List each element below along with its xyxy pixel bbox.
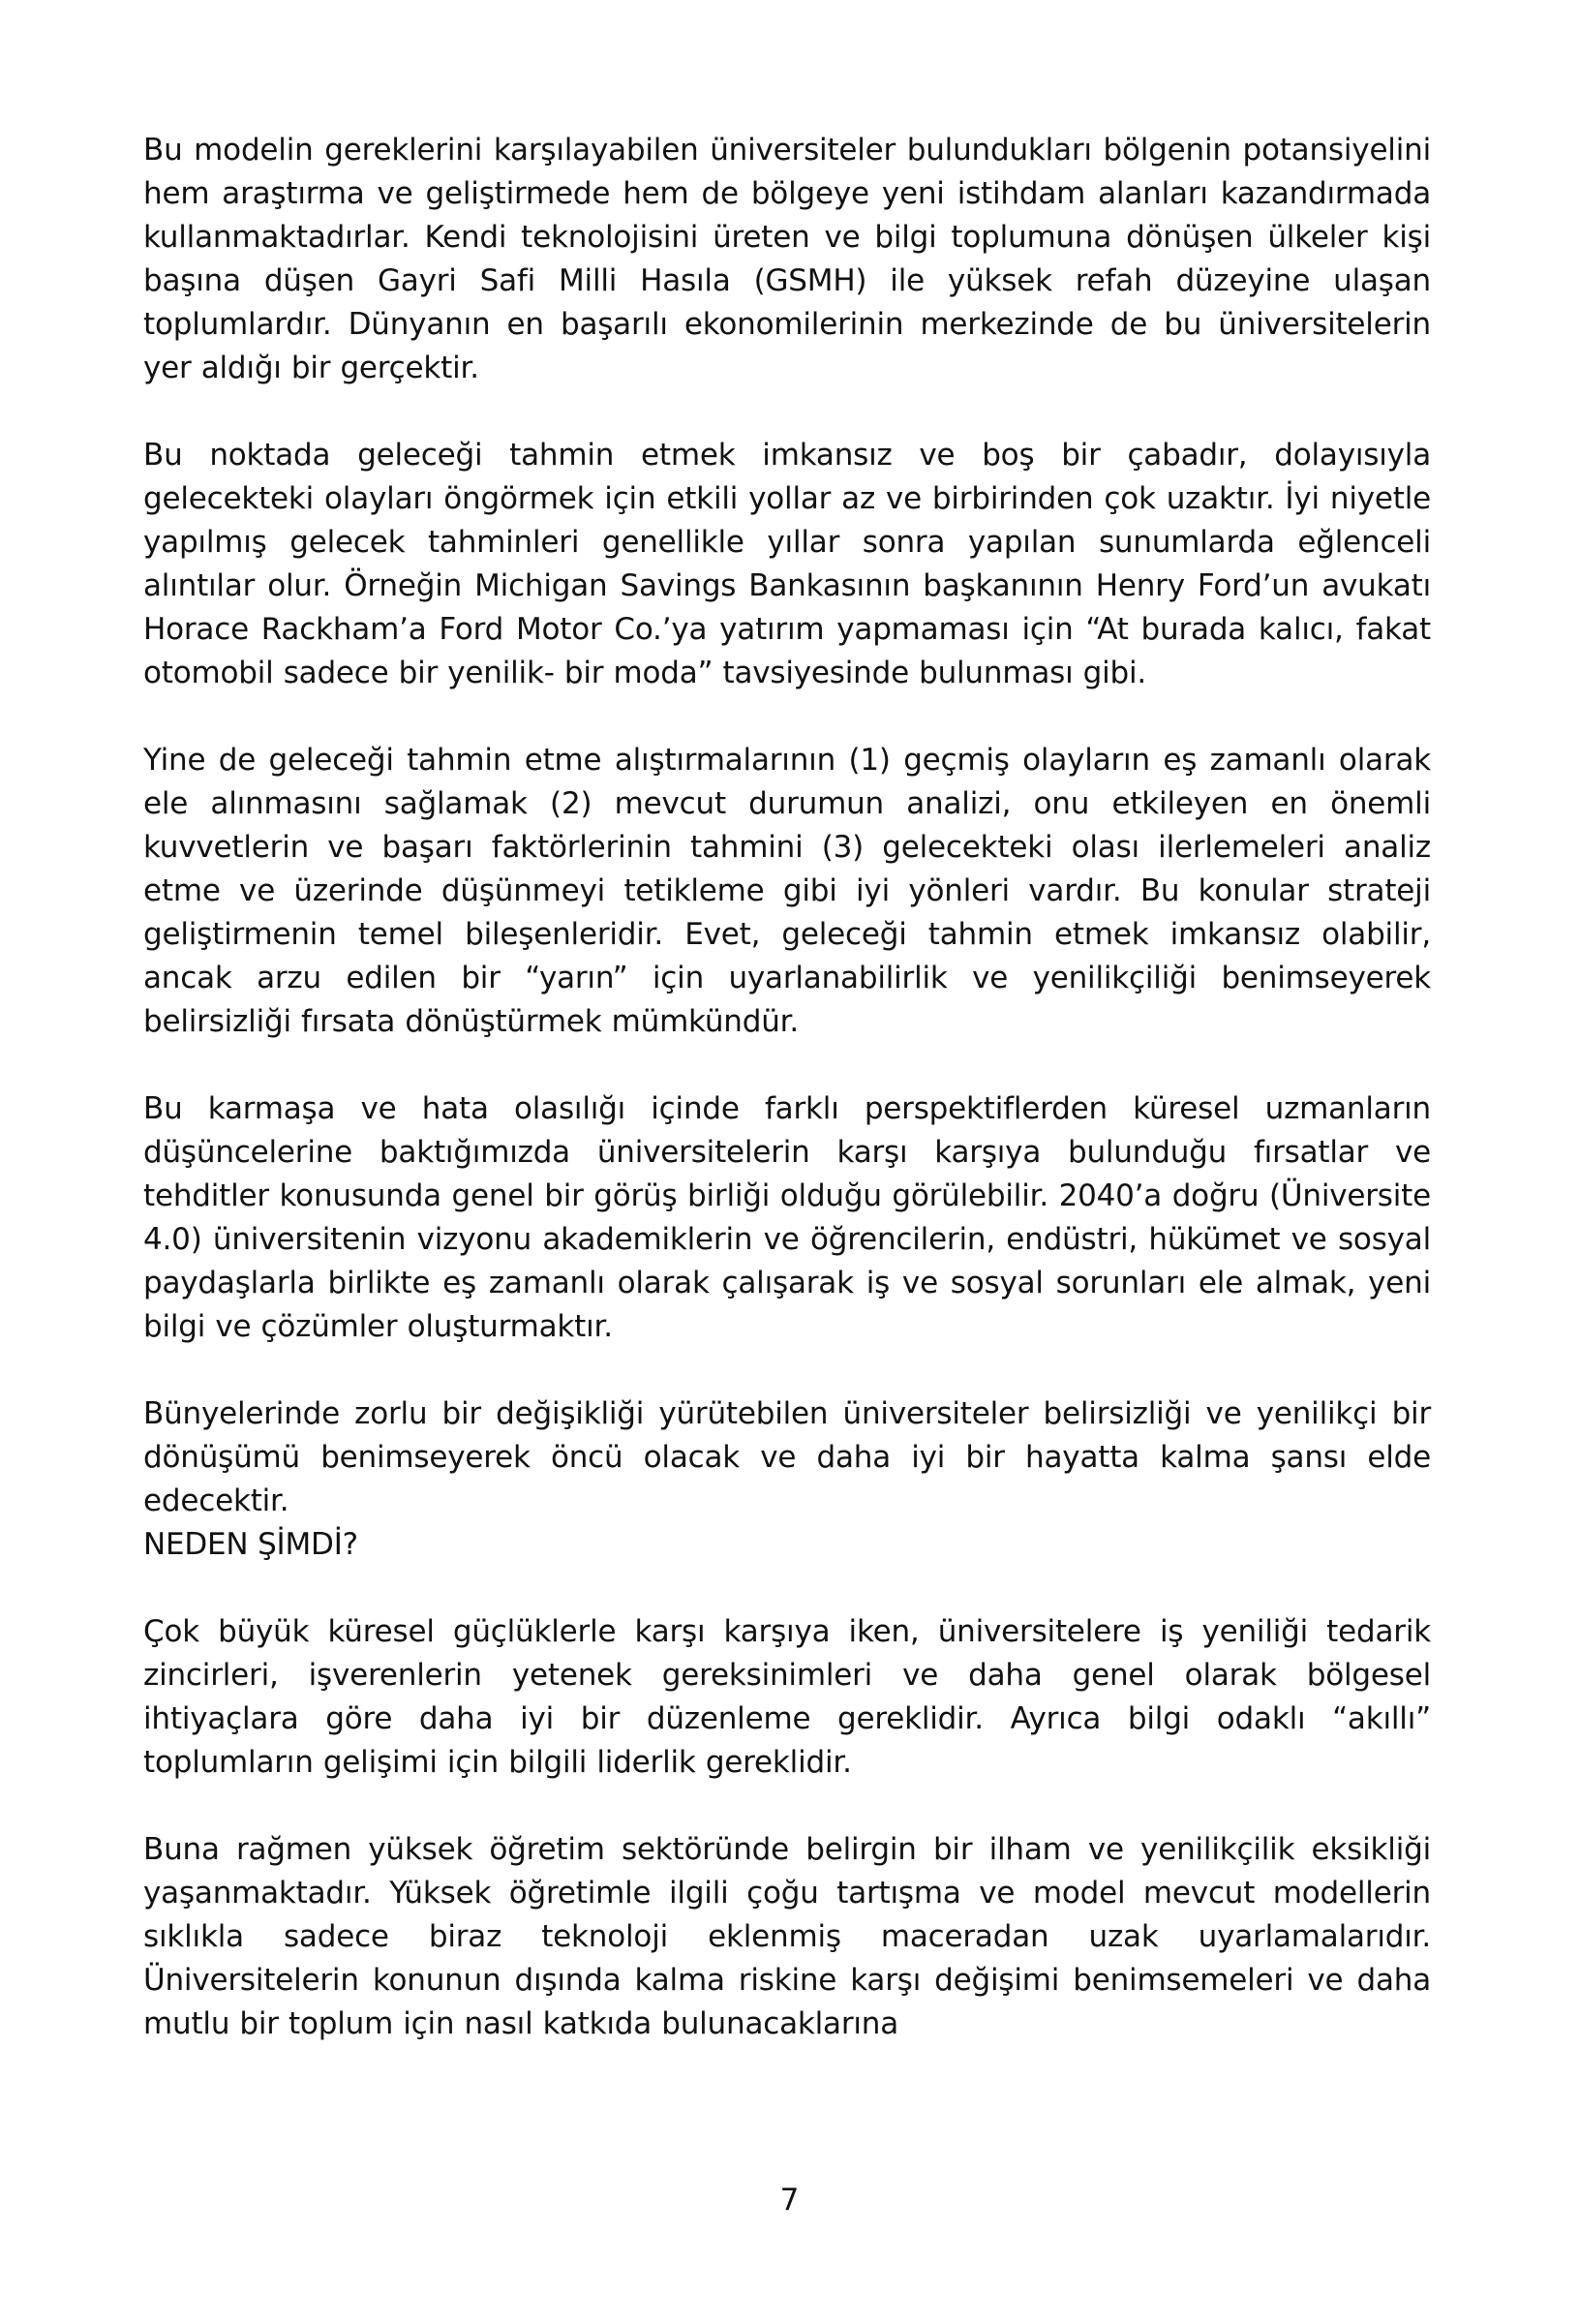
paragraph: Bu noktada geleceği tahmin etmek imkansız ve boş bir çabadır, dolayısıyla gelecekteki olayları öngörmek için etkili yollar az ve birbirinden çok uzaktır. İyi niyetle yapılmış gelecek tahminleri genellikle yıllar sonra yapılan sunumlarda eğlenceli alıntılar olur. Örneğin Michigan Savings Bankasının başkanının Henry Ford’un avukatı Horace Rackham’a Ford Motor Co.’ya yatırım yapmaması için “At burada kalıcı, fakat otomobil sadece bir yenilik- bir moda” tavsiyesinde bulunması gibi.	[143, 438, 1431, 690]
page-number: 7	[779, 2183, 800, 2217]
document-page	[143, 129, 1431, 2046]
paragraph: Yine de geleceği tahmin etme alıştırmalarının (1) geçmiş olayların eş zamanlı olarak ele alınmasını sağlamak (2) mevcut durumun analizi, onu etkileyen en önemli kuvvetlerin ve başarı faktörlerinin tahmini (3) gelecekteki olası ilerlemeleri analiz etme ve üzerinde düşünmeyi tetikleme gibi iyi yönleri vardır. Bu konular strateji geliştirmenin temel bileşenleridir. Evet, geleceği tahmin etmek imkansız olabilir, ancak arzu edilen bir “yarın” için uyarlanabilirlik ve yenilikçiliği benimseyerek belirsizliği fırsata dönüştürmek mümkündür.	[143, 743, 1431, 1039]
paragraph: Bu karmaşa ve hata olasılığı içinde farklı perspektiflerden küresel uzmanların düşüncelerine baktığımızda üniversitelerin karşı karşıya bulunduğu fırsatlar ve tehditler konusunda genel bir görüş birliği olduğu görülebilir. 2040’a doğru (Üniversite 4.0) üniversitenin vizyonu akademiklerin ve öğrencilerin, endüstri, hükümet ve sosyal paydaşlarla birlikte eş zamanlı olarak çalışarak iş ve sosyal sorunları ele almak, yeni bilgi ve çözümler oluşturmaktır.	[143, 1091, 1431, 1344]
paragraph: Buna rağmen yüksek öğretim sektöründe belirgin bir ilham ve yenilikçilik eksikliği yaşanmaktadır. Yüksek öğretimle ilgili çoğu tartışma ve model mevcut modellerin sıklıkla sadece biraz teknoloji eklenmiş maceradan uzak uyarlamalarıdır. Üniversitelerin konunun dışında kalma riskine karşı değişimi benimsemeleri ve daha mutlu bir toplum için nasıl katkıda bulunacaklarına	[143, 1832, 1431, 2041]
section-heading: NEDEN ŞİMDİ?	[143, 1527, 358, 1562]
paragraph: Bu modelin gereklerini karşılayabilen üniversiteler bulundukları bölgenin potansiyelini hem araştırma ve geliştirmede hem de bölgeye yeni istihdam alanları kazandırmada kullanmaktadırlar. Kendi teknolojisini üreten ve bilgi toplumuna dönüşen ülkeler kişi başına düşen Gayri Safi Milli Hasıla (GSMH) ile yüksek refah düzeyine ulaşan toplumlardır. Dünyanın en başarılı ekonomilerinin merkezinde de bu üniversitelerin yer aldığı bir gerçektir.	[143, 133, 1431, 385]
paragraph: Çok büyük küresel güçlüklerle karşı karşıya iken, üniversitelere iş yeniliği tedarik zincirleri, işverenlerin yetenek gereksinimleri ve daha genel olarak bölgesel ihtiyaçlara göre daha iyi bir düzenleme gereklidir. Ayrıca bilgi odaklı “akıllı” toplumların gelişimi için bilgili liderlik gereklidir.	[143, 1614, 1431, 1780]
paragraph: Bünyelerinde zorlu bir değişikliği yürütebilen üniversiteler belirsizliği ve yenilikçi bir dönüşümü benimseyerek öncü olacak ve daha iyi bir hayatta kalma şansı elde edecektir.	[143, 1396, 1431, 1518]
